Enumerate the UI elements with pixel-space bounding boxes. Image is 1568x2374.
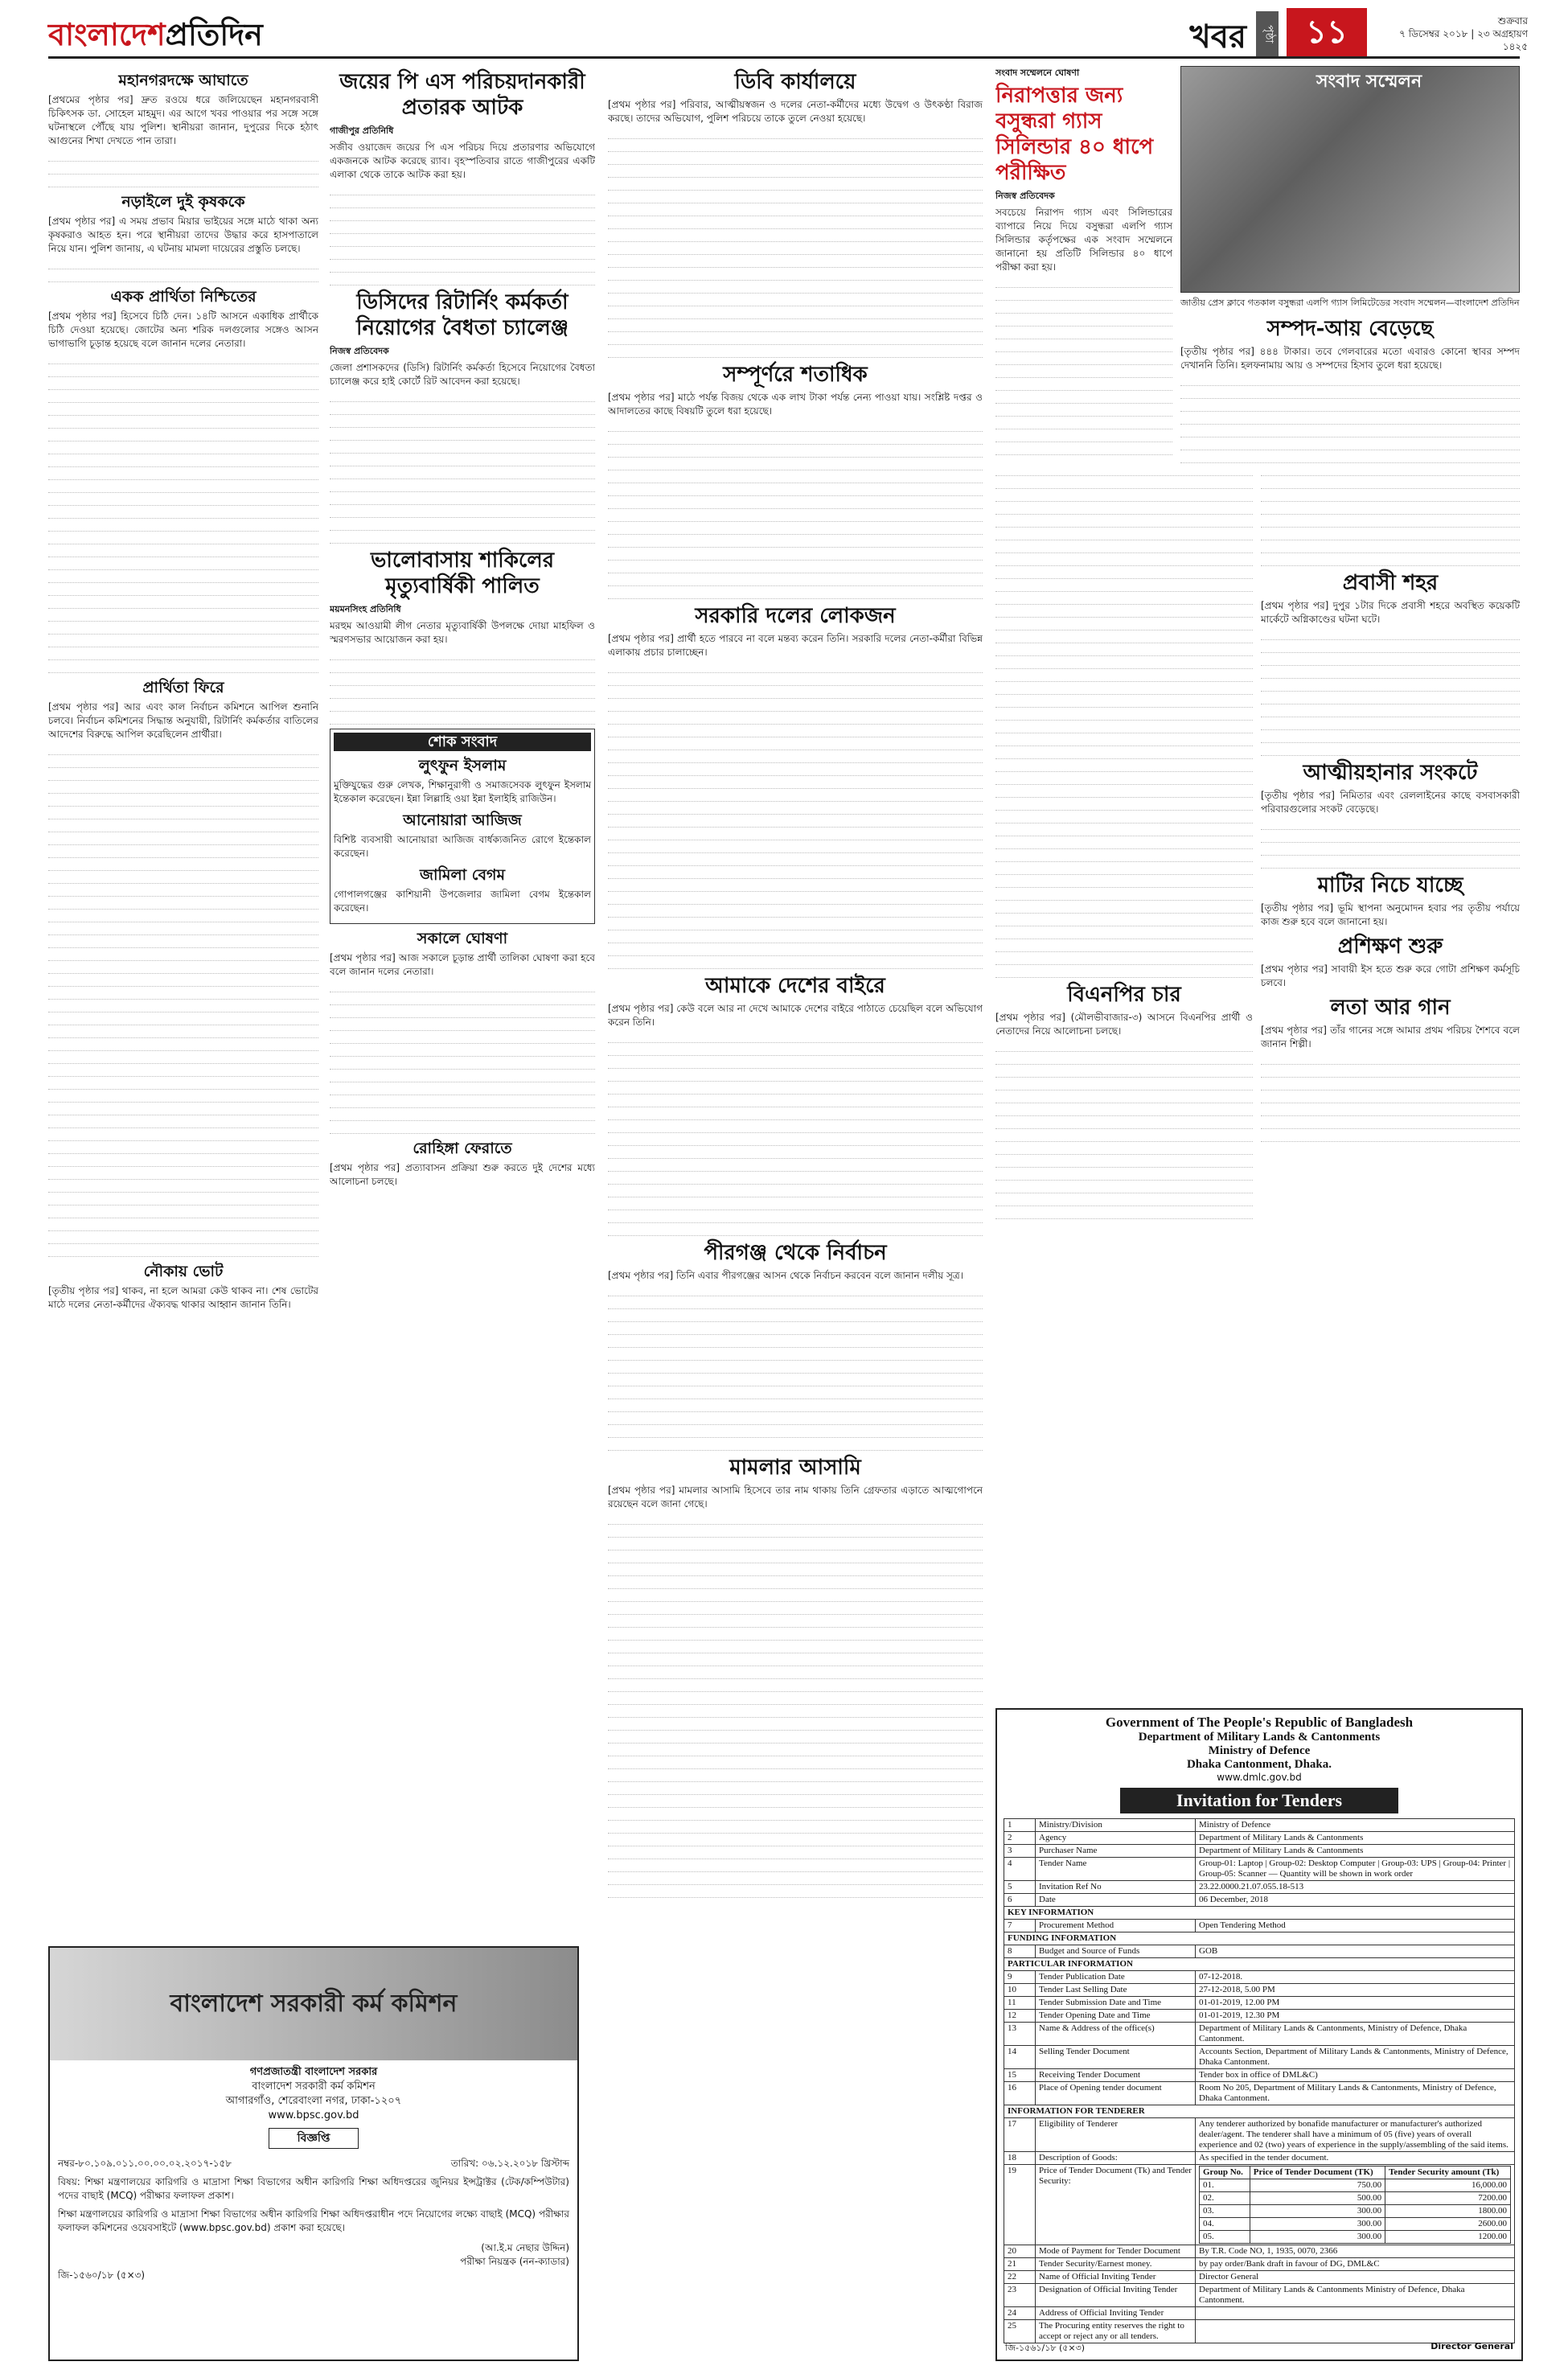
tender-location: Dhaka Cantonment, Dhaka. bbox=[1186, 1758, 1332, 1771]
photo-caption: জাতীয় প্রেস ক্লাবে গতকাল বসুন্ধরা এলপি গ্যাস লিমিটেডের সংবাদ সম্মেলন—বাংলাদেশ প্রতিদিন bbox=[1180, 298, 1520, 308]
article-text: [প্রথম পৃষ্ঠার পর] তাঁর গানের সঙ্গে আমার প্রথম পরিচয় শৈশবে বলে জানান শিল্পী। bbox=[1261, 1025, 1520, 1049]
price-cell: 750.00 bbox=[1250, 2179, 1385, 2192]
bpsc-code: জি-১৫৬০/১৮ (৫×৩) bbox=[58, 2269, 146, 2281]
press-conference-photo bbox=[1180, 66, 1520, 293]
tender-price-cell bbox=[1196, 2165, 1515, 2245]
tender-row-value: Group-01: Laptop | Group-02: Desktop Computer | Group-03: UPS | Group-04: Printer | Group-05: Scanner — Quantity will be shown in work order bbox=[1196, 1858, 1515, 1881]
tender-price-table bbox=[1199, 2166, 1511, 2244]
bpsc-org bbox=[50, 2065, 577, 2123]
tender-row-label: Tender Name bbox=[1036, 1858, 1196, 1881]
price-cell: 1200.00 bbox=[1385, 2231, 1511, 2244]
tender-row-label: Agency bbox=[1036, 1832, 1196, 1845]
tender-row-number: 19 bbox=[1004, 2165, 1036, 2245]
bpsc-website: www.bpsc.gov.bd bbox=[268, 2109, 359, 2121]
headline: বিএনপির চার bbox=[1067, 983, 1181, 1007]
tender-row bbox=[1004, 1894, 1515, 1907]
tender-row-label: Tender Publication Date bbox=[1036, 1971, 1196, 1984]
tender-row-number: 12 bbox=[1004, 2010, 1036, 2023]
brand-logo bbox=[48, 11, 263, 63]
tender-row-number: 7 bbox=[1004, 1920, 1036, 1932]
bpsc-advertisement bbox=[48, 1946, 579, 2361]
price-cell: 7200.00 bbox=[1385, 2192, 1511, 2205]
tender-row-label: Procurement Method bbox=[1036, 1920, 1196, 1932]
headline: সকালে ঘোষণা bbox=[417, 930, 508, 947]
tender-row-label: Purchaser Name bbox=[1036, 1845, 1196, 1858]
tender-row-value: 23.22.0000.21.07.055.18-513 bbox=[1196, 1881, 1515, 1894]
tender-signatory: Director General bbox=[1430, 2341, 1513, 2351]
price-cell: 1800.00 bbox=[1385, 2205, 1511, 2218]
tender-row-label: Address of Official Inviting Tender bbox=[1036, 2307, 1196, 2320]
kicker: সংবাদ সম্মেলনে ঘোষণা bbox=[995, 68, 1080, 78]
article-text: [প্রথম পৃষ্ঠার পর] সাবায়ী ইস হতে শুরু করে গোটা প্রশিক্ষণ কর্মসূচি চলবে। bbox=[1261, 963, 1520, 988]
tender-row bbox=[1004, 1858, 1515, 1881]
tender-section-heading: PARTICULAR INFORMATION bbox=[1004, 1958, 1515, 1971]
tender-row-value: 07-12-2018. bbox=[1196, 1971, 1515, 1984]
obituary-title: শোক সংবাদ bbox=[334, 733, 591, 751]
tender-row bbox=[1004, 1832, 1515, 1845]
tender-row bbox=[1004, 2284, 1515, 2307]
price-cell: 300.00 bbox=[1250, 2205, 1385, 2218]
tender-row-label: Tender Submission Date and Time bbox=[1036, 1997, 1196, 2010]
article-text: [প্রথমের পৃষ্ঠার পর] দ্রুত রওয়ে ধরে জলিয়েছেন মহানগরবাসী চিকিৎসক ডা. সোহেল মাহমুদ। এর আগে খবর পাওয়ার পর সঙ্গে সঙ্গে ঘটনাস্থলে পৌঁছে যায় পুলিশ। স্থানীয়রা জানান, দুপুরের দিকে হঠাৎ আগুনের শিখা দেখতে পান তারা। bbox=[48, 94, 318, 146]
tender-row-label: Name of Official Inviting Tender bbox=[1036, 2271, 1196, 2284]
tender-row-value bbox=[1196, 2320, 1515, 2343]
price-cell: 300.00 bbox=[1250, 2231, 1385, 2244]
price-cell: 01. bbox=[1200, 2179, 1250, 2192]
headline: রোহিঙ্গা ফেরাতে bbox=[413, 1140, 512, 1157]
article-text: [প্রথম পৃষ্ঠার পর] (মৌলভীবাজার-৩) আসনে বিএনপির প্রার্থী ও নেতাদের নিয়ে আলোচনা চলছে। bbox=[995, 1012, 1253, 1037]
headline: মাটির নিচে যাচ্ছে bbox=[1317, 873, 1463, 897]
masthead bbox=[48, 11, 1528, 59]
tender-row-label: Receiving Tender Document bbox=[1036, 2069, 1196, 2082]
article-text: [প্রথম পৃষ্ঠার পর] প্রত্যাবাসন প্রক্রিয়া শুরু করতে দুই দেশের মধ্যে আলোচনা চলছে। bbox=[330, 1162, 595, 1187]
tender-row-label: Budget and Source of Funds bbox=[1036, 1945, 1196, 1958]
obituary-text: গোপালগঞ্জের কাশিয়ানী উপজেলার জামিলা বেগম ইন্তেকাল করেছেন। bbox=[334, 889, 591, 914]
tender-row bbox=[1004, 2010, 1515, 2023]
tender-row-number: 8 bbox=[1004, 1945, 1036, 1958]
tender-row-number: 15 bbox=[1004, 2069, 1036, 2082]
tender-row-number: 11 bbox=[1004, 1997, 1036, 2010]
price-cell: 03. bbox=[1200, 2205, 1250, 2218]
article-text: [তৃতীয় পৃষ্ঠার পর] ৪৪৪ টাকার। তবে গেলবারের মতো এবারও কোনো স্থাবর সম্পদ দেখাননি তিনি। হলফনামায় আয় ও সম্পদের হিসাব তুলে ধরা হয়েছে। bbox=[1180, 346, 1520, 371]
obituary-name: লুৎফুন ইসলাম bbox=[418, 757, 507, 774]
article-text: [প্রথম পৃষ্ঠার পর] আর এবং কাল নির্বাচন কমিশনে আপিল শুনানি চলবে। নির্বাচন কমিশনের সিদ্ধান্ত অনুযায়ী, রিটার্নিং কর্মকর্তার বাতিলের আদেশের বিরুদ্ধে আপিল করেছিলেন প্রার্থীরা। bbox=[48, 701, 318, 740]
bpsc-subject: বিষয়: শিক্ষা মন্ত্রণালয়ের কারিগরি ও মাদ্রাসা শিক্ষা বিভাগের অধীন কারিগরি শিক্ষা অধিদপ্তরের জুনিয়র ইন্সট্রাক্টর (টেক/কম্পিউটার) পদের বাছাই (MCQ) পরীক্ষার ফলাফল প্রকাশ। bbox=[58, 2176, 569, 2201]
byline: গাজীপুর প্রতিনিধি bbox=[330, 125, 394, 136]
tender-row-number: 23 bbox=[1004, 2284, 1036, 2307]
headline: মহানগরদক্ষে আঘাতে bbox=[118, 72, 248, 89]
byline: নিজস্ব প্রতিবেদক bbox=[330, 346, 389, 356]
tender-row-number: 6 bbox=[1004, 1894, 1036, 1907]
article-text: [প্রথম পৃষ্ঠার পর] দুপুর ১টার দিকে প্রবাসী শহরে অবস্থিত কয়েকটি মার্কেটে অগ্নিকাণ্ডের ঘটনা ঘটে। bbox=[1261, 600, 1520, 625]
tender-row-number: 25 bbox=[1004, 2320, 1036, 2343]
article-text: [প্রথম পৃষ্ঠার পর] মাঠে পৰ্যন্ত বিজয় থেকে এক লাখ টাকা পর্যন্ত নেন্য পাওয়া যায়। সংশ্লিষ্ট দপ্তর ও আদালতের কাছে বিষয়টি তুলে ধরা হয়েছে। bbox=[608, 392, 983, 417]
price-cell: 16,000.00 bbox=[1385, 2179, 1511, 2192]
headline: প্রার্থিতা ফিরে bbox=[142, 679, 224, 696]
bpsc-date: তারিখ: ০৬.১২.২০১৮ খ্রিস্টাব্দ bbox=[450, 2158, 569, 2169]
tender-row-value: Department of Military Lands & Cantonments bbox=[1196, 1832, 1515, 1845]
tender-row-label: Ministry/Division bbox=[1036, 1819, 1196, 1832]
article-text: [প্রথম পৃষ্ঠার পর] মামলার আসামি হিসেবে তার নাম থাকায় তিনি গ্রেফতার এড়াতে আত্মগোপনে রয়েছেন বলে জানা গেছে। bbox=[608, 1485, 983, 1509]
tender-row-number: 14 bbox=[1004, 2046, 1036, 2069]
article-text: [প্রথম পৃষ্ঠার পর] প্রার্থী হতে পারবে না বলে মন্তব্য করেন তিনি। সরকারি দলের নেতা-কর্মীরা বিভিন্ন এলাকায় প্রচার চালাচ্ছেন। bbox=[608, 633, 983, 658]
article-text: [তৃতীয় পৃষ্ঠার পর] নিমিতার এবং রেললাইনের কাছে বসবাসকারী পরিবারগুলোর সংকট বেড়েছে। bbox=[1261, 790, 1520, 815]
tender-row-label: Eligibility of Tenderer bbox=[1036, 2118, 1196, 2152]
headline: ডিবি কার্যালয়ে bbox=[734, 70, 856, 94]
photo-banner-text: সংবাদ সম্মেলন bbox=[1316, 72, 1422, 92]
tender-row-value: by pay order/Bank draft in favour of DG, DML&C bbox=[1196, 2258, 1515, 2271]
price-cell: 04. bbox=[1200, 2218, 1250, 2231]
byline: ময়মনসিংহ প্রতিনিধি bbox=[330, 604, 401, 614]
tender-row-label: Date bbox=[1036, 1894, 1196, 1907]
tender-row bbox=[1004, 1984, 1515, 1997]
tender-row-label: Tender Last Selling Date bbox=[1036, 1984, 1196, 1997]
tender-row-label: Invitation Ref No bbox=[1036, 1881, 1196, 1894]
tender-ministry: Ministry of Defence bbox=[1208, 1744, 1311, 1757]
headline: পীরগঞ্জ থেকে নির্বাচন bbox=[704, 1241, 887, 1265]
article-text: [তৃতীয় পৃষ্ঠার পর] থাকব, না হলে আমরা কেউ থাকব না। শেষ ভোটের মাঠে দলের নেতা-কর্মীদের ঐক্যবদ্ধ থাকার আহ্বান জানান তিনি। bbox=[48, 1285, 318, 1310]
tender-row-number: 17 bbox=[1004, 2118, 1036, 2152]
price-cell: 2600.00 bbox=[1385, 2218, 1511, 2231]
bpsc-ref: নম্বর-৮০.১০৯.০১১.০০.০০.০২.২০১৭-১৫৮ bbox=[58, 2158, 232, 2169]
tender-row-value: 01-01-2019, 12.00 PM bbox=[1196, 1997, 1515, 2010]
article-text: [প্রথম পৃষ্ঠার পর] পরিবার, আত্মীয়স্বজন ও দলের নেতা-কর্মীদের মধ্যে উদ্বেগ ও উৎকণ্ঠা বিরাজ করছে। তাদের অভিযোগ, পুলিশ পরিচয়ে তাকে তুলে নেওয়া হয়েছে। bbox=[608, 99, 983, 124]
price-cell: 500.00 bbox=[1250, 2192, 1385, 2205]
tender-row-label: Description of Goods: bbox=[1036, 2152, 1196, 2165]
article-text: [প্রথম পৃষ্ঠার পর] হিসেবে চিঠি দেন। ১৪টি আসনে একাধিক প্রার্থীকে চিঠি দেওয়া হয়েছে। জোটের অন্য শরিক দলগুলোর সঙ্গেও আসন ভাগাভাগি চূড়ান্ত হয়েছে বলে জানান দলের নেতারা। bbox=[48, 310, 318, 349]
page-label: পৃষ্ঠা bbox=[1256, 11, 1279, 56]
price-header: Tender Security amount (Tk) bbox=[1385, 2167, 1511, 2179]
tender-row-label: The Procuring entity reserves the right to accept or reject any or all tenders. bbox=[1036, 2320, 1196, 2343]
tender-row-number: 2 bbox=[1004, 1832, 1036, 1845]
price-cell: 05. bbox=[1200, 2231, 1250, 2244]
article-text: [প্রথম পৃষ্ঠার পর] আজ সকালে চূড়ান্ত প্রার্থী তালিকা ঘোষণা করা হবে বলে জানান দলের নেতারা। bbox=[330, 952, 595, 977]
obituary-name: জামিলা বেগম bbox=[419, 866, 506, 884]
tender-row-number: 18 bbox=[1004, 2152, 1036, 2165]
tender-row-number: 4 bbox=[1004, 1858, 1036, 1881]
headline: আমাকে দেশের বাইরে bbox=[705, 974, 885, 998]
headline: সম্পূর্ণরে শতাধিক bbox=[723, 363, 868, 387]
tender-row-label: Mode of Payment for Tender Document bbox=[1036, 2245, 1196, 2258]
tender-row bbox=[1004, 2069, 1515, 2082]
tender-section-heading: FUNDING INFORMATION bbox=[1004, 1932, 1515, 1945]
bpsc-signer: (আ.ই.ম নেছার উদ্দিন) bbox=[481, 2242, 569, 2253]
tender-row-value: Ministry of Defence bbox=[1196, 1819, 1515, 1832]
section-name: খবর bbox=[1189, 18, 1246, 55]
article-text: [তৃতীয় পৃষ্ঠার পর] ভূমি স্থাপনা অনুমোদন হবার পর তৃতীয় পর্যায়ে কাজ শুরু হবে বলে জানানো হয়। bbox=[1261, 902, 1520, 927]
tender-table bbox=[1004, 1818, 1515, 2343]
tender-row bbox=[1004, 2307, 1515, 2320]
column-4 bbox=[995, 66, 1520, 1698]
tender-row bbox=[1004, 2023, 1515, 2046]
tender-row bbox=[1004, 1819, 1515, 1832]
obituary-name: আনোয়ারা আজিজ bbox=[403, 811, 522, 829]
tender-row-number: 16 bbox=[1004, 2082, 1036, 2105]
headline: প্রবাসী শহর bbox=[1342, 571, 1439, 595]
tender-row-value: Department of Military Lands & Cantonments Ministry of Defence, Dhaka Cantonment. bbox=[1196, 2284, 1515, 2307]
tender-row-number: 9 bbox=[1004, 1971, 1036, 1984]
bpsc-org-line: বাংলাদেশ সরকারী কর্ম কমিশন bbox=[252, 2080, 376, 2093]
tender-row-value: GOB bbox=[1196, 1945, 1515, 1958]
dateline-day: শুক্রবার bbox=[1497, 15, 1528, 27]
tender-department: Department of Military Lands & Cantonments bbox=[1138, 1731, 1381, 1744]
tender-row-value: As specified in the tender document. bbox=[1196, 2152, 1515, 2165]
bpsc-text: শিক্ষা মন্ত্রণালয়ের কারিগরি ও মাদ্রাসা শিক্ষা বিভাগের অধীন কারিগরি শিক্ষা অধিদপ্তরাধীন পদে নিয়োগের লক্ষ্যে বাছাই (MCQ) পরীক্ষার ফলাফল কমিশনের ওয়েবসাইটে (www.bpsc.gov.bd) প্রকাশ করা হয়েছে। bbox=[58, 2208, 569, 2233]
tender-row-value bbox=[1196, 2307, 1515, 2320]
tender-row bbox=[1004, 1971, 1515, 1984]
byline: নিজস্ব প্রতিবেদক bbox=[995, 191, 1055, 201]
article-text: জেলা প্রশাসকদের (ডিসি) রিটার্নিং কর্মকর্তা হিসেবে নিয়োগের বৈধতা চ্যালেঞ্জ করে হাই কোর্টে রিট আবেদন করা হয়েছে। bbox=[330, 362, 595, 387]
tender-code: জি-১৫৬১/১৮ (৫×৩) bbox=[1005, 2343, 1086, 2353]
headline: নড়াইলে দুই কৃষককে bbox=[121, 193, 245, 211]
tender-row-value: Department of Military Lands & Cantonments, Ministry of Defence, Dhaka Cantonment. bbox=[1196, 2023, 1515, 2046]
tender-row-number: 22 bbox=[1004, 2271, 1036, 2284]
obituary-box bbox=[330, 729, 595, 924]
price-cell: 300.00 bbox=[1250, 2218, 1385, 2231]
obituary-text: মুক্তিযুদ্ধের গুরু লেখক, শিক্ষানুরাগী ও সমাজসেবক লুৎফুন ইসলাম ইন্তেকাল করেছেন। ইন্না লিল্লাহি ওয়া ইন্না ইলাইহি রাজিউন। bbox=[334, 779, 591, 804]
headline: একক প্রার্থিতা নিশ্চিতের bbox=[110, 288, 257, 306]
price-header: Group No. bbox=[1200, 2167, 1250, 2179]
tender-row bbox=[1004, 2258, 1515, 2271]
tender-row-label: Price of Tender Document (Tk) and Tender Security: bbox=[1036, 2165, 1196, 2245]
tender-row-label: Selling Tender Document bbox=[1036, 2046, 1196, 2069]
article-text: সবচেয়ে নিরাপদ গ্যাস এবং সিলিন্ডারের ব্যাপারে নিয়ে দিয়ে বসুন্ধরা এলপি গ্যাস সিলিন্ডার কর্তৃপক্ষের এক সংবাদ সম্মেলনে জানানো হয় প্রতিটি সিলিন্ডার ৪০ ধাপে পরীক্ষা করা হয়। bbox=[995, 207, 1172, 273]
headline: ডিসিদের রিটার্নিং কর্মকর্তা নিয়োগের বৈধতা চ্যালেঞ্জ bbox=[356, 290, 569, 340]
tender-row-number: 13 bbox=[1004, 2023, 1036, 2046]
tender-row-value: Accounts Section, Department of Military Lands & Cantonments, Ministry of Defence, Dhaka Cantonment. bbox=[1196, 2046, 1515, 2069]
tender-row-value: Director General bbox=[1196, 2271, 1515, 2284]
tender-row-value: Room No 205, Department of Military Lands & Cantonments, Ministry of Defence, Dhaka Cantonment. bbox=[1196, 2082, 1515, 2105]
headline: ভালোবাসায় শাকিলের মৃত্যুবার্ষিকী পালিত bbox=[370, 548, 555, 598]
tender-row-value: 01-01-2019, 12.30 PM bbox=[1196, 2010, 1515, 2023]
headline: জয়ের পি এস পরিচয়দানকারী প্রতারক আটক bbox=[339, 70, 585, 120]
article-text: [প্রথম পৃষ্ঠার পর] কেউ বলে আর না দেখে আমাকে দেশের বাইরে পাঠাতে চেয়েছিল বলে অভিযোগ করেন তিনি। bbox=[608, 1003, 983, 1028]
tender-invitation-title: Invitation for Tenders bbox=[1120, 1788, 1398, 1813]
tender-row-value: By T.R. Code NO, 1, 1935, 0070, 2366 bbox=[1196, 2245, 1515, 2258]
tender-row bbox=[1004, 2271, 1515, 2284]
brand-red: বাংলাদেশ bbox=[48, 16, 166, 52]
headline: মামলার আসামি bbox=[729, 1456, 861, 1480]
tender-row-number: 24 bbox=[1004, 2307, 1036, 2320]
tender-row-number: 5 bbox=[1004, 1881, 1036, 1894]
tender-row-value: Tender box in office of DML&C) bbox=[1196, 2069, 1515, 2082]
tender-row-label: Place of Opening tender document bbox=[1036, 2082, 1196, 2105]
tender-row-value: Open Tendering Method bbox=[1196, 1920, 1515, 1932]
tender-section-heading: KEY INFORMATION bbox=[1004, 1907, 1515, 1920]
tender-footer bbox=[1005, 2341, 1513, 2356]
tender-row-number: 20 bbox=[1004, 2245, 1036, 2258]
tender-row-label: Designation of Official Inviting Tender bbox=[1036, 2284, 1196, 2307]
article-text: [প্রথম পৃষ্ঠার পর] এ সময় প্রভাব মিয়ার ভাইয়ের সঙ্গে মাঠে থাকা অন্য কৃষকরাও আহত হন। পরে স্থানীয়রা তাদের উদ্ধার করে হাসপাতালে নিয়ে যান। পুলিশ জানায়, এ ঘটনায় মামলা দায়েরের প্রস্তুতি চলছে। bbox=[48, 216, 318, 254]
headline: সরকারি দলের লোকজন bbox=[695, 604, 896, 628]
article-text: মরহুম আওয়ামী লীগ নেতার মৃত্যুবার্ষিকী উপলক্ষে দোয়া মাহফিল ও স্মরণসভার আয়োজন করা হয়। bbox=[330, 620, 595, 645]
bpsc-org-line: গণপ্রজাতন্ত্রী বাংলাদেশ সরকার bbox=[249, 2066, 378, 2078]
tender-row-label: Name & Address of the office(s) bbox=[1036, 2023, 1196, 2046]
column-1 bbox=[48, 66, 318, 1940]
tender-row bbox=[1004, 2118, 1515, 2152]
tender-row bbox=[1004, 2320, 1515, 2343]
headline: আত্মীয়হানার সংকটে bbox=[1303, 761, 1478, 785]
tender-row-number: 21 bbox=[1004, 2258, 1036, 2271]
page-number: ১১ bbox=[1287, 8, 1367, 56]
tender-advertisement bbox=[995, 1708, 1523, 2361]
bpsc-signer-title: পরীক্ষা নিয়ন্ত্রক (নন-ক্যাডার) bbox=[460, 2256, 569, 2267]
tender-row-number: 10 bbox=[1004, 1984, 1036, 1997]
brand-black: প্রতিদিন bbox=[165, 16, 263, 52]
dateline bbox=[1383, 14, 1528, 53]
dateline-date: ৭ ডিসেম্বর ২০১৮ | ২৩ অগ্রহায়ণ ১৪২৫ bbox=[1399, 28, 1528, 52]
article-text: সজীব ওয়াজেদ জয়ের পি এস পরিচয় দিয়ে প্রতারণার অভিযোগে একজনকে আটক করেছে র‍্যাব। বৃহস্পতিবার রাতে গাজীপুরের একটি এলাকা থেকে তাকে আটক করা হয়। bbox=[330, 142, 595, 180]
tender-govt: Government of The People's Republic of Bangladesh bbox=[1105, 1715, 1414, 1730]
tender-row-number: 1 bbox=[1004, 1819, 1036, 1832]
tender-row-number: 3 bbox=[1004, 1845, 1036, 1858]
bpsc-body bbox=[50, 2154, 577, 2286]
tender-row bbox=[1004, 2245, 1515, 2258]
article-text: [প্রথম পৃষ্ঠার পর] তিনি এবার পীরগঞ্জের আসন থেকে নির্বাচন করবেন বলে জানান দলীয় সূত্র। bbox=[608, 1270, 964, 1281]
tender-row-label: Tender Security/Earnest money. bbox=[1036, 2258, 1196, 2271]
bpsc-org-line: আগারগাঁও, শেরেবাংলা নগর, ঢাকা-১২০৭ bbox=[225, 2095, 402, 2107]
column-2 bbox=[330, 66, 595, 1940]
bpsc-banner: বাংলাদেশ সরকারী কর্ম কমিশন bbox=[50, 1948, 577, 2060]
tender-row bbox=[1004, 1997, 1515, 2010]
tender-row-value: 27-12-2018, 5.00 PM bbox=[1196, 1984, 1515, 1997]
tender-row bbox=[1004, 1881, 1515, 1894]
headline: নিরাপত্তার জন্য বসুন্ধরা গ্যাস সিলিন্ডার ৪০ ধাপে পরীক্ষিত bbox=[995, 84, 1154, 185]
tender-row bbox=[1004, 1945, 1515, 1958]
price-header: Price of Tender Document (TK) bbox=[1250, 2167, 1385, 2179]
column-3 bbox=[608, 66, 983, 2358]
tender-row-value: Any tenderer authorized by bonafide manufacturer or manufacturer's authorized dealer/agent. The tenderer shall have a minimum of 05 (five) years of overall experience and 02 (two) years of experience in the supply/assembling of the said items. bbox=[1196, 2118, 1515, 2152]
tender-row bbox=[1004, 1920, 1515, 1932]
obituary-text: বিশিষ্ট ব্যবসায়ী আনোয়ারা আজিজ বার্ধক্যজনিত রোগে ইন্তেকাল করেছেন। bbox=[334, 834, 591, 859]
price-cell: 02. bbox=[1200, 2192, 1250, 2205]
tender-row bbox=[1004, 2082, 1515, 2105]
tender-row-label: Tender Opening Date and Time bbox=[1036, 2010, 1196, 2023]
tender-row bbox=[1004, 1845, 1515, 1858]
tender-row bbox=[1004, 2152, 1515, 2165]
tender-website: www.dmlc.gov.bd bbox=[1217, 1772, 1302, 1783]
headline: লতা আর গান bbox=[1330, 996, 1451, 1020]
tender-section-heading: INFORMATION FOR TENDERER bbox=[1004, 2105, 1515, 2118]
headline: নৌকায় ভোট bbox=[143, 1263, 224, 1280]
headline: সম্পদ-আয় বেড়েছে bbox=[1266, 317, 1434, 341]
headline: প্রশিক্ষণ শুরু bbox=[1337, 934, 1443, 959]
bpsc-notice-label: বিজ্ঞপ্তি bbox=[269, 2128, 359, 2149]
tender-row bbox=[1004, 2046, 1515, 2069]
tender-row-value: Department of Military Lands & Cantonments bbox=[1196, 1845, 1515, 1858]
tender-row-value: 06 December, 2018 bbox=[1196, 1894, 1515, 1907]
